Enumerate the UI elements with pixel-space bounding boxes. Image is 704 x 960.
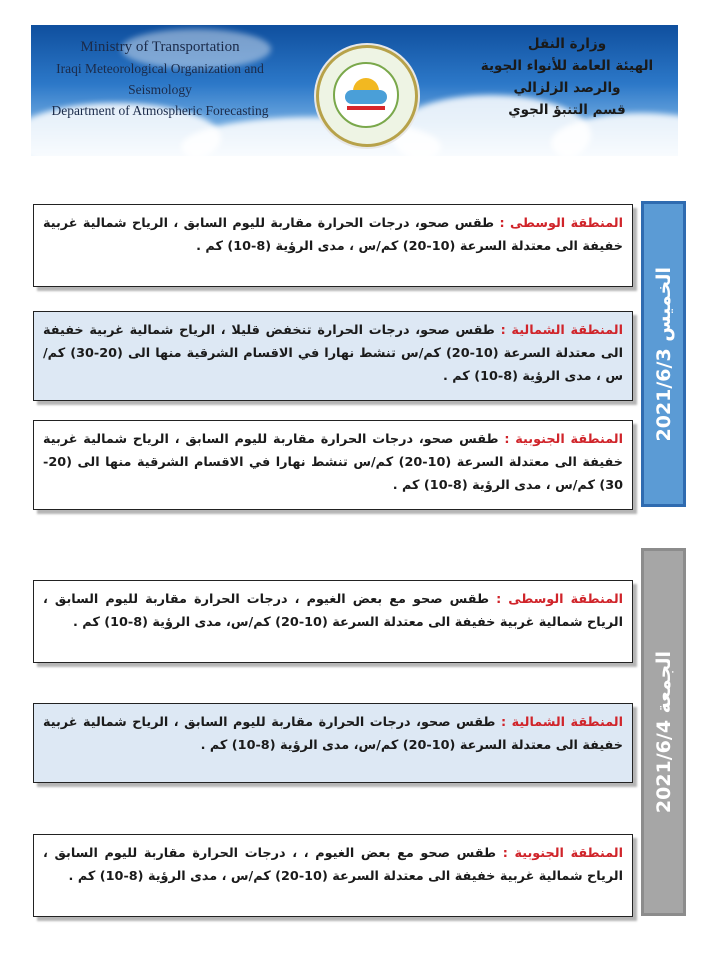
ministry-name-ar: وزارة النقل (527, 36, 607, 52)
date-tab-friday (641, 548, 686, 916)
english-header (35, 37, 285, 121)
arabic-header (462, 33, 672, 121)
region-label: المنطقة الشمالية : (500, 323, 623, 338)
department-name-ar: قسم التنبؤ الجوي (508, 102, 626, 118)
region-label: المنطقة الوسطى : (496, 592, 624, 607)
ministry-seal-icon (316, 45, 418, 147)
forecast-box-central (33, 204, 633, 287)
forecast-box-south (33, 420, 633, 510)
region-label: المنطقة الجنوبية : (504, 432, 623, 447)
date-tab-thursday (641, 201, 686, 507)
forecast-box-north (33, 311, 633, 401)
forecast-text: طقس صحو، درجات الحرارة مقاربة لليوم السابق ، الرياح شمالية غربية خفيفة الى معتدلة السرعة (10-20) كم/س، مدى الرؤية (8-10) كم . (43, 715, 623, 753)
forecast-text: طقس صحو، درجات الحرارة مقاربة لليوم السابق ، الرياح شمالية غربية خفيفة الى معتدلة السرعة (10-20) كم/س تنشط نهارا في الاقسام الشرقية منها الى (20-30) كم/س ، مدى الرؤية (8-10) كم . (43, 432, 623, 493)
seal-stripe (347, 106, 385, 110)
region-label: المنطقة الجنوبية : (502, 846, 624, 861)
date-label: الخميس 2021/6/3 (652, 266, 675, 442)
forecast-box-north (33, 703, 633, 783)
organization-name-ar: الهيئة العامة للأنواء الجوية والرصد الزلزالي (480, 58, 654, 96)
header-banner (31, 25, 678, 156)
date-label: الجمعة 2021/6/4 (652, 650, 675, 814)
ministry-name-en: Ministry of Transportation (80, 39, 240, 55)
forecast-text: طقس صحو مع بعض الغيوم ، ، درجات الحرارة مقاربة لليوم السابق ، الرياح شمالية غربية خفيفة الى معتدلة السرعة (10-20) كم/س ، مدى الرؤية (8-10) كم . (43, 846, 623, 884)
forecast-text: طقس صحو، درجات الحرارة تنخفض قليلا ، الرياح شمالية غربية خفيفة الى معتدلة السرعة (10-20) كم/س تنشط نهارا في الاقسام الشرقية منها الى (20-30) كم/س ، مدى الرؤية (8-10) كم . (43, 323, 623, 384)
forecast-box-central (33, 580, 633, 663)
seal-emblem (333, 62, 399, 128)
cloud-icon (345, 90, 387, 104)
organization-name-en: Iraqi Meteorological Organization and Seismology (56, 61, 264, 97)
forecast-text: طقس صحو، درجات الحرارة مقاربة لليوم السابق ، الرياح شمالية غربية خفيفة الى معتدلة السرعة (10-20) كم/س ، مدى الرؤية (8-10) كم . (43, 216, 623, 254)
region-label: المنطقة الوسطى : (499, 216, 624, 231)
forecast-text: طقس صحو مع بعض الغيوم ، درجات الحرارة مقاربة لليوم السابق ، الرياح شمالية غربية خفيفة الى معتدلة السرعة (10-20) كم/س، مدى الرؤية (8-10) كم . (43, 592, 623, 630)
forecast-box-south (33, 834, 633, 917)
region-label: المنطقة الشمالية : (501, 715, 623, 730)
department-name-en: Department of Atmospheric Forecasting (51, 103, 269, 118)
